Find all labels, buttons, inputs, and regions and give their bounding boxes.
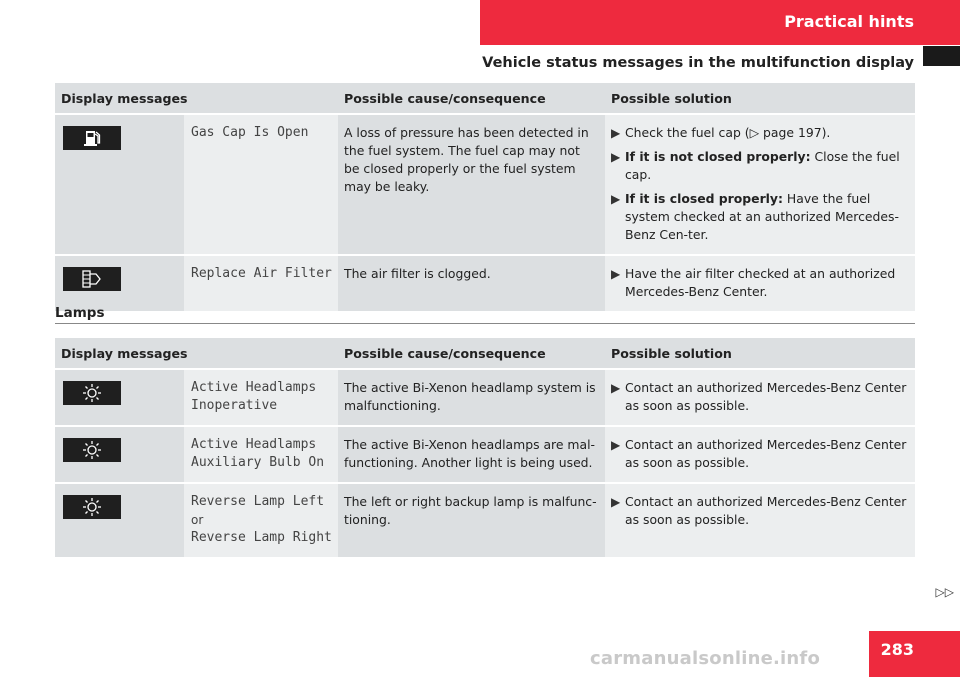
chapter-title: Practical hints (784, 12, 914, 31)
solution-step: ▶ Check the fuel cap (▷ page 197). (611, 125, 831, 140)
table-row (55, 369, 915, 426)
column-header-solution: Possible solution (605, 338, 915, 369)
icon-cell (55, 483, 184, 558)
table-row (55, 426, 915, 483)
table-header-row (55, 83, 915, 114)
solution-cell (605, 255, 915, 312)
column-header-cause: Possible cause/consequence (338, 338, 605, 369)
air-filter-icon (63, 267, 121, 291)
arrow-right-icon: ▶ (611, 126, 621, 140)
continue-arrow-icon: ▷▷ (935, 585, 954, 599)
fuel-pump-icon (63, 126, 121, 150)
page-subtitle: Vehicle status messages in the multifunction display (482, 55, 914, 71)
lamp-warning-icon (63, 438, 121, 462)
display-message: Active Headlamps Auxiliary Bulb On (184, 426, 338, 483)
solution-step: ▶ If it is closed properly: Have the fuel system checked at an authorized Mercedes-Benz Cen-ter. (611, 191, 899, 242)
lamp-warning-icon (63, 381, 121, 405)
display-message: Replace Air Filter (184, 255, 338, 312)
solution-step: ▶ If it is not closed properly: Close the fuel cap. (611, 149, 900, 182)
arrow-right-icon: ▶ (611, 192, 621, 206)
display-message: Gas Cap Is Open (184, 114, 338, 255)
solution-cell (605, 369, 915, 426)
page-number-box (869, 631, 960, 677)
thumb-tab (923, 46, 960, 66)
table-row (55, 114, 915, 255)
status-table-lamps (55, 338, 915, 559)
display-message: Reverse Lamp Left or Reverse Lamp Right (184, 483, 338, 558)
solution-step: ▶ Have the air filter checked at an authorized Mercedes-Benz Center. (611, 266, 896, 299)
section-divider (55, 323, 915, 324)
solution-step: ▶ Contact an authorized Mercedes-Benz Center as soon as possible. (611, 380, 907, 413)
column-header-solution: Possible solution (605, 83, 915, 114)
cause-text: A loss of pressure has been detected in the fuel system. The fuel cap may not be closed properly or the fuel system may be leaky. (338, 114, 605, 255)
watermark: carmanualsonline.info (590, 648, 821, 669)
cause-text: The active Bi-Xenon headlamp system is malfunctioning. (338, 369, 605, 426)
arrow-right-icon: ▶ (611, 495, 621, 509)
solution-cell (605, 426, 915, 483)
arrow-right-icon: ▶ (611, 438, 621, 452)
solution-cell (605, 114, 915, 255)
chapter-header (480, 0, 960, 45)
table-header-row (55, 338, 915, 369)
table-row (55, 255, 915, 312)
cause-text: The left or right backup lamp is malfunc-tioning. (338, 483, 605, 558)
page-number: 283 (880, 640, 914, 659)
arrow-right-icon: ▶ (611, 267, 621, 281)
column-header-display: Display messages (55, 83, 338, 114)
table-row (55, 483, 915, 558)
icon-cell (55, 426, 184, 483)
icon-cell (55, 369, 184, 426)
column-header-display: Display messages (55, 338, 338, 369)
status-table-fuel-air (55, 83, 915, 313)
solution-step: ▶ Contact an authorized Mercedes-Benz Center as soon as possible. (611, 437, 907, 470)
icon-cell (55, 114, 184, 255)
column-header-cause: Possible cause/consequence (338, 83, 605, 114)
arrow-right-icon: ▶ (611, 150, 621, 164)
lamp-warning-icon (63, 495, 121, 519)
icon-cell (55, 255, 184, 312)
cause-text: The active Bi-Xenon headlamps are mal-functioning. Another light is being used. (338, 426, 605, 483)
solution-step: ▶ Contact an authorized Mercedes-Benz Center as soon as possible. (611, 494, 907, 527)
solution-cell (605, 483, 915, 558)
cause-text: The air filter is clogged. (338, 255, 605, 312)
arrow-right-icon: ▶ (611, 381, 621, 395)
display-message: Active Headlamps Inoperative (184, 369, 338, 426)
section-title-lamps: Lamps (55, 305, 105, 321)
